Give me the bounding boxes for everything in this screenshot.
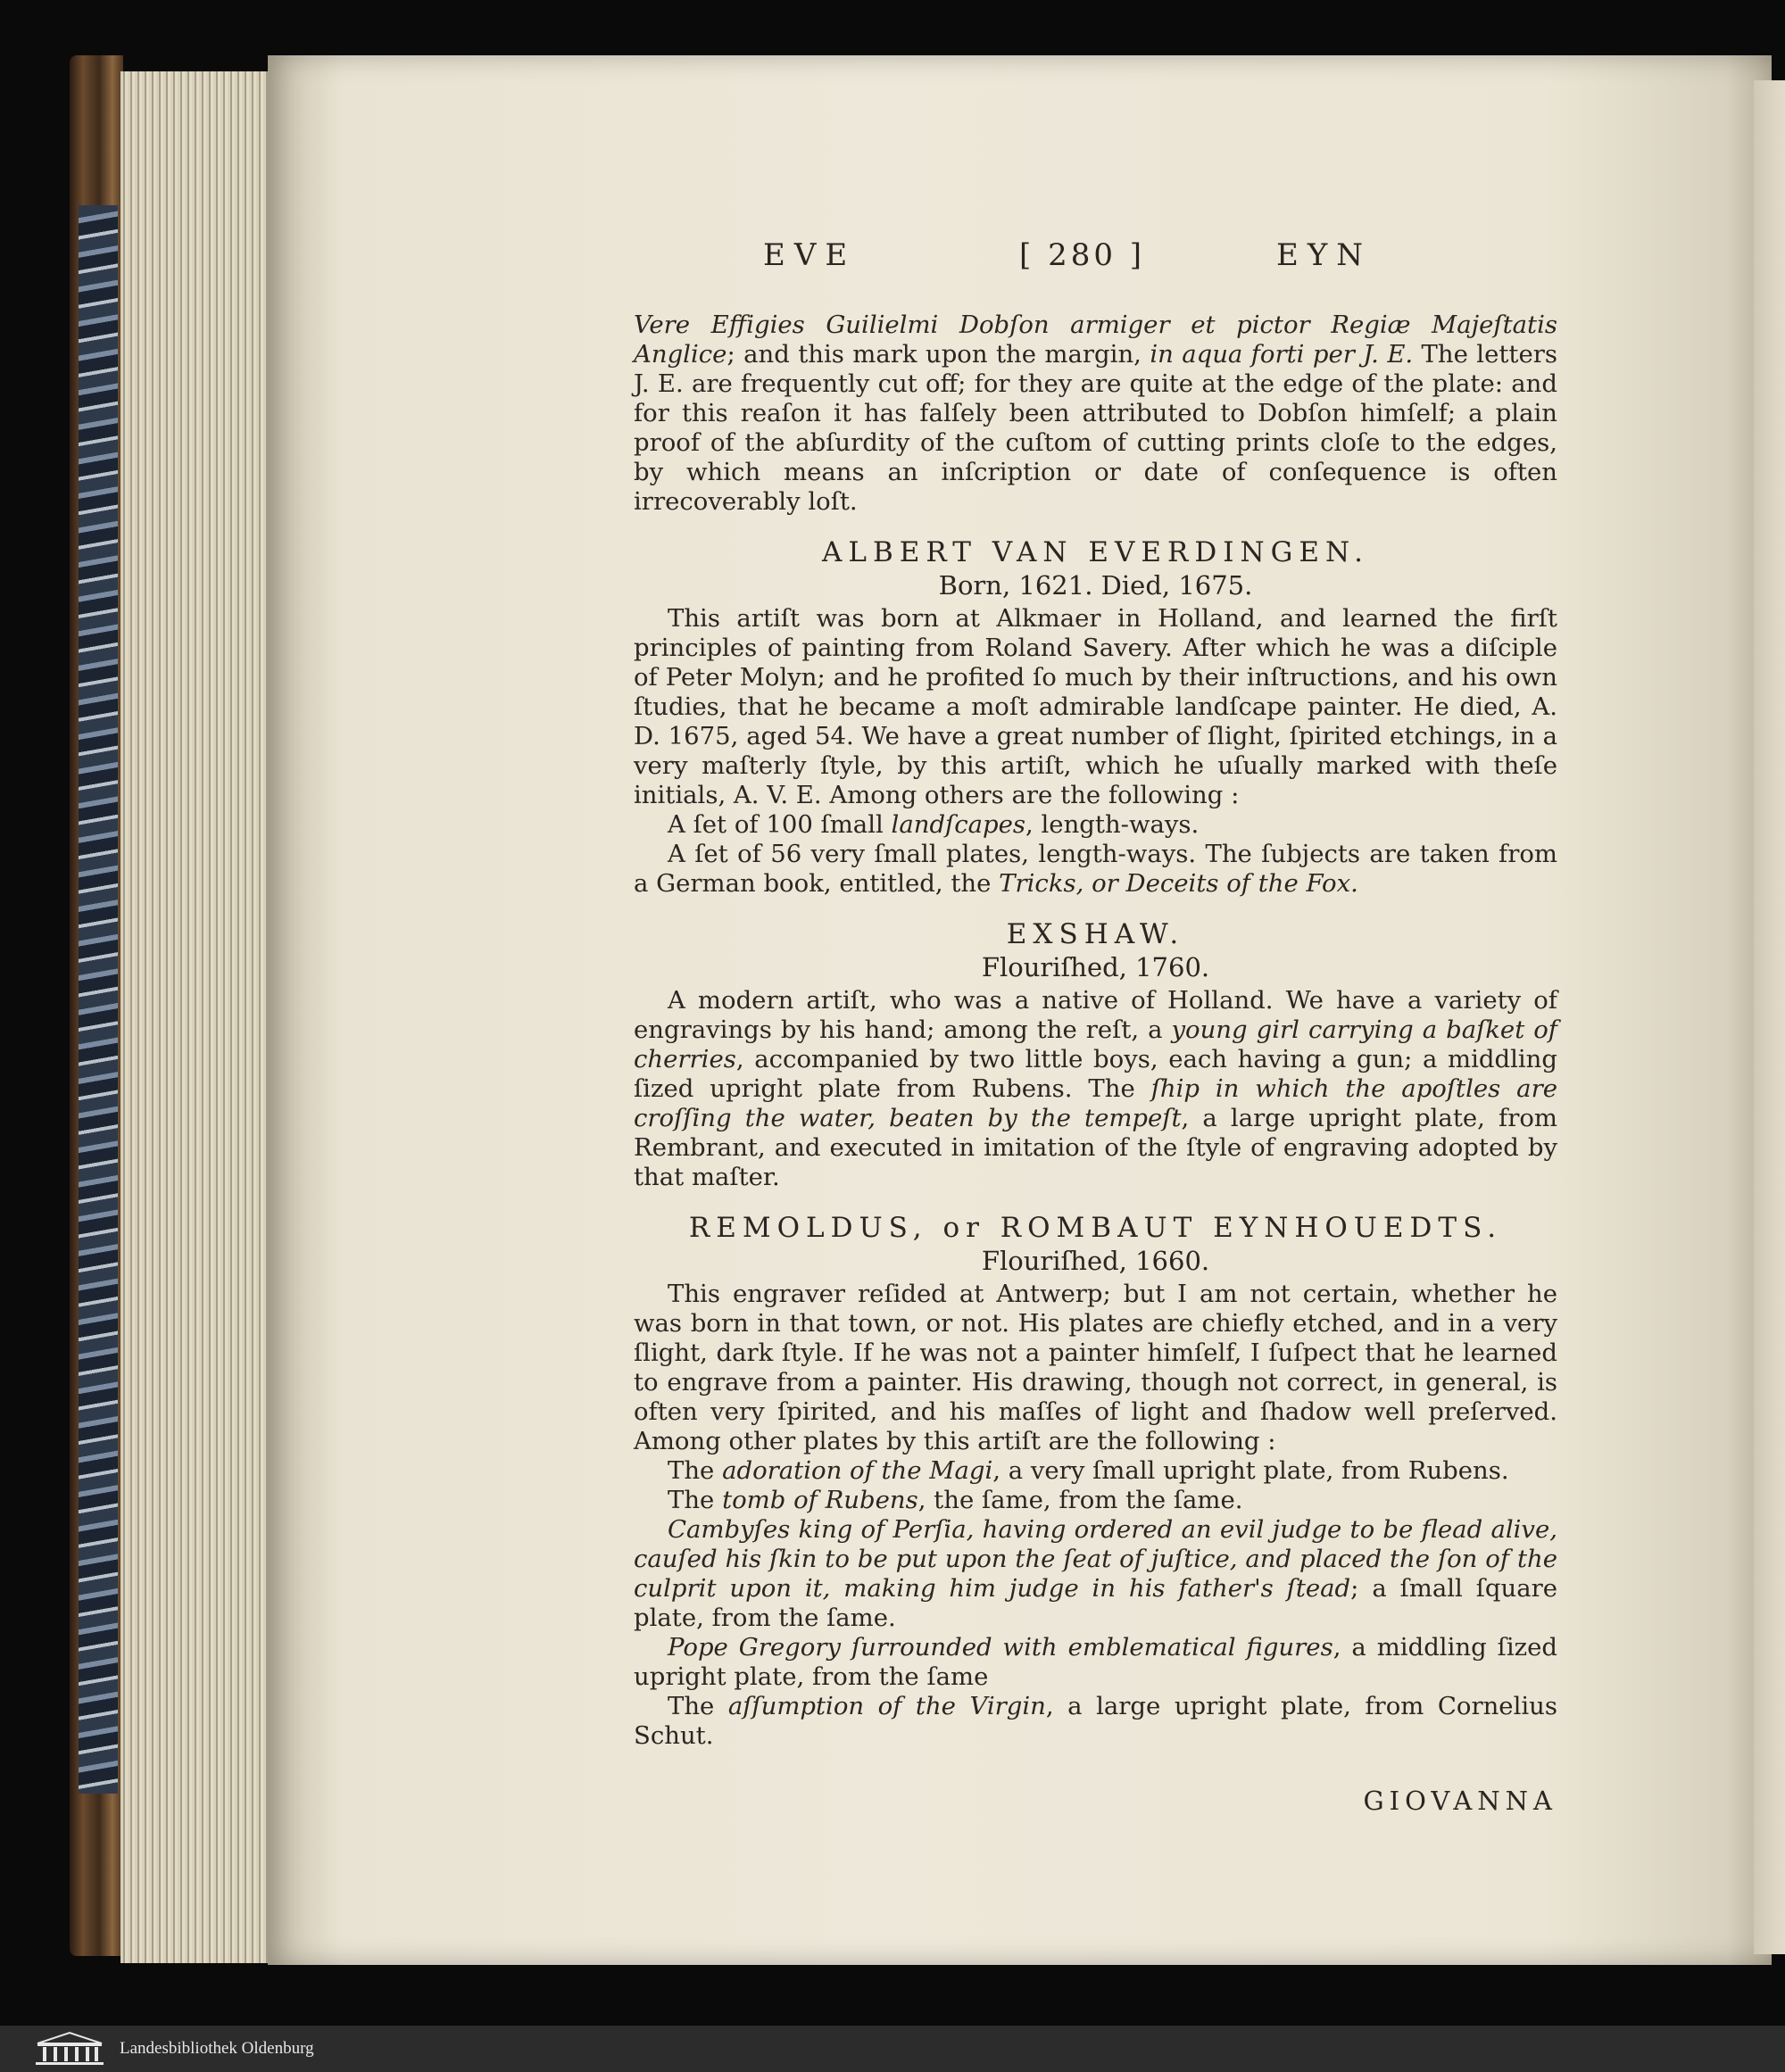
intro-text-1: ; and this mark upon the margin, — [726, 340, 1150, 369]
plate-entry — [634, 1486, 1557, 1515]
text-run: This engraver reſided at Antwerp; but I am not certain, whether he was born in that town, or not. His plates are chiefly etched, and in a very ſlight, dark ſtyle. If he was not a painter himſelf, I ſuſpect that he learned to engrave from a painter. His drawing, though not correct, in general, is often very ſpirited, and his maſſes of light and ſhadow well preſerved. Among other plates by this artiſt are the following : — [634, 1280, 1557, 1455]
italic-title: Tricks, or Deceits of the Fox. — [999, 869, 1358, 898]
intro-paragraph — [634, 311, 1557, 517]
text-run: , the ſame, from the ſame. — [917, 1486, 1243, 1514]
plate-entry — [634, 810, 1557, 840]
italic-title: aſſumption of the Virgin — [727, 1692, 1046, 1720]
plate-entry — [634, 1515, 1557, 1633]
intro-mark: in aqua forti per J. E. — [1150, 340, 1414, 369]
text-run: , accompanied by two little boys, each having a gun; a middling ſized upright plate from Rubens. The — [634, 1045, 1557, 1103]
italic-title: tomb of Rubens — [722, 1486, 918, 1514]
italic-title: ſhip in which the apoſtles are croſſing the water, beaten by the tempeſt — [634, 1074, 1557, 1132]
running-head-right: EYN — [1276, 237, 1373, 273]
entry-paragraph — [634, 1280, 1557, 1456]
intro-inscription: Vere Effigies Guilielmi Dobſon armiger et pictor Regiæ Majeſtatis Anglice — [634, 311, 1557, 369]
text-run: A ſet of 56 very ſmall plates, length-ways. The ſubjects are taken from a German book, entitled, the — [634, 840, 1557, 898]
entry-title: ALBERT VAN EVERDINGEN. — [822, 536, 1369, 568]
page-text — [634, 237, 1558, 1816]
text-run: A ſet of 100 ſmall — [668, 810, 892, 839]
plate-entry — [634, 1456, 1557, 1486]
entry-paragraph — [634, 604, 1557, 810]
text-run: , a large upright plate, from Cornelius Schut. — [634, 1692, 1557, 1750]
footer-bar — [0, 2026, 1785, 2072]
plate-entry — [634, 1633, 1557, 1692]
marbled-endpaper — [79, 205, 118, 1794]
italic-title: young girl carrying a baſket of cherries — [634, 1015, 1557, 1073]
running-head — [634, 237, 1557, 286]
entry-dates: Flouriſhed, 1660. — [981, 1246, 1210, 1276]
entry-dates: Born, 1621. Died, 1675. — [938, 570, 1253, 601]
text-run: ; a ſmall ſquare plate, from the ſame. — [634, 1574, 1558, 1632]
italic-title: Pope Gregory ſurrounded with emblematical figures — [668, 1633, 1333, 1662]
text-run: , a large upright plate, from Rembrant, and executed in imitation of the ſtyle of engraving adopted by that maſter. — [634, 1104, 1557, 1191]
italic-title: landſcapes — [891, 810, 1026, 839]
text-run: , a middling ſized upright plate, from the ſame — [634, 1633, 1558, 1691]
text-run: The — [668, 1456, 723, 1485]
italic-title: Cambyſes king of Perſia, having ordered an evil judge to be flead alive, cauſed his ſkin to be put upon the ſeat of juſtice, and placed the ſon of the culprit upon it, making him judge in his father's ſtead — [634, 1515, 1557, 1603]
text-run: The — [668, 1692, 728, 1720]
entry-title: REMOLDUS, or ROMBAUT EYNHOUEDTS. — [688, 1212, 1503, 1244]
library-building-icon — [34, 2031, 105, 2067]
entry-paragraph — [634, 986, 1557, 1192]
italic-title: adoration of the Magi — [722, 1456, 993, 1485]
page-edges — [120, 71, 272, 1963]
running-head-left: EVE — [763, 237, 857, 273]
entry-dates: Flouriſhed, 1760. — [981, 952, 1210, 982]
text-run: This artiſt was born at Alkmaer in Holland, and learned the firſt principles of painting from Roland Savery. After which he was a diſciple of Peter Molyn; and he profited ſo much by their inſtructions, and his own ſtudies, that he became a moſt admirable landſcape painter. He died, A. D. 1675, aged 54. We have a great number of ſlight, ſpirited etchings, in a very maſterly ſtyle, by this artiſt, which he uſually marked with theſe initials, A. V. E. Among others are the following : — [634, 604, 1557, 809]
plate-entry — [634, 1692, 1557, 1751]
catchword: GIOVANNA — [1363, 1786, 1557, 1816]
intro-text-2: The letters J. E. are frequently cut off; for they are quite at the edge of the plate: and for this reaſon it has falſely been attributed to Dobſon himſelf; a plain proof of the abſurdity of the cuſtom of cutting prints cloſe to the edges, by which means an inſcription or date of conſequence is often irrecoverably loſt. — [634, 340, 1557, 516]
entry-title: EXSHAW. — [1006, 918, 1185, 950]
library-name: Landesbibliothek Oldenburg — [120, 2039, 314, 2058]
facing-page-edge — [1754, 80, 1785, 1954]
plate-entry — [634, 840, 1557, 899]
text-run: The — [668, 1486, 723, 1514]
text-run: , length-ways. — [1025, 810, 1200, 839]
text-run: , a very ſmall upright plate, from Rubens. — [992, 1456, 1509, 1485]
entries — [634, 538, 1557, 1751]
page-number: [ 280 ] — [1019, 237, 1146, 273]
text-run: A modern artiſt, who was a native of Holland. We have a variety of engravings by his hand; among the reſt, a — [634, 986, 1557, 1044]
